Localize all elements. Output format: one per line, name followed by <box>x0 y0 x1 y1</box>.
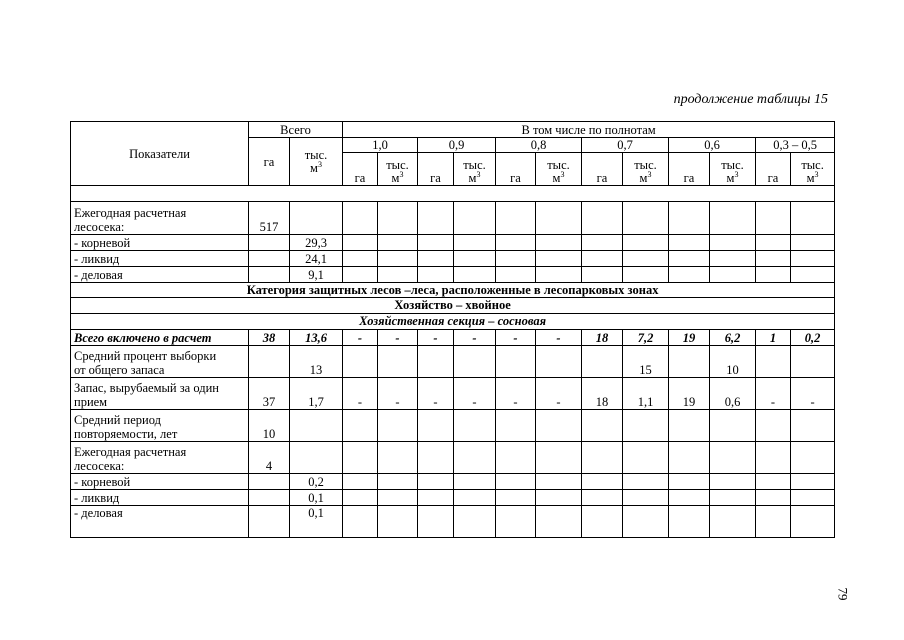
header-unit-thous-m3: тыс. $м^3$ <box>791 153 835 186</box>
row-cell <box>454 506 496 538</box>
row-total-thous-m3 <box>290 202 343 235</box>
row-cell <box>791 202 835 235</box>
row-total-thous-m3: 29,3 <box>290 235 343 251</box>
header-density: 0,6 <box>669 138 756 153</box>
row-cell <box>756 251 791 267</box>
row-cell <box>582 251 623 267</box>
row-cell <box>378 202 418 235</box>
table-caption: продолжение таблицы 15 <box>673 92 828 107</box>
row-total-ha: 10 <box>249 410 290 442</box>
section-farm-block <box>71 298 835 330</box>
row-total-thous-m3: 0,2 <box>290 474 343 490</box>
page-number: 79 <box>835 587 851 601</box>
total-cell: 18 <box>582 330 623 346</box>
row-cell <box>418 267 454 283</box>
row-cell <box>756 202 791 235</box>
row-total-ha <box>249 474 290 490</box>
row-cell <box>623 474 669 490</box>
row-cell <box>791 442 835 474</box>
row-total-thous-m3: 24,1 <box>290 251 343 267</box>
row-cell <box>669 346 710 378</box>
row-cell <box>343 202 378 235</box>
row-cell <box>454 202 496 235</box>
row-cell <box>669 490 710 506</box>
row-cell <box>791 235 835 251</box>
row-cell: - <box>343 378 378 410</box>
total-cell: - <box>496 330 536 346</box>
row-cell <box>418 410 454 442</box>
row-cell <box>710 490 756 506</box>
row-total-ha <box>249 267 290 283</box>
row-cell <box>623 235 669 251</box>
row-cell <box>343 442 378 474</box>
header-unit-ha: га <box>496 153 536 186</box>
row-cell <box>536 490 582 506</box>
row-cell <box>378 410 418 442</box>
header-density: 1,0 <box>343 138 418 153</box>
section-category: Категория защитных лесов –леса, расположенные в лесопарковых зонах <box>71 283 835 298</box>
table-row <box>71 474 835 490</box>
row-cell <box>669 267 710 283</box>
row-cell <box>496 267 536 283</box>
row-total-thous-m3: 13 <box>290 346 343 378</box>
row-cell <box>623 410 669 442</box>
section-sub: Хозяйственная секция – сосновая <box>71 313 834 329</box>
row-total-ha <box>249 490 290 506</box>
row-label: Ежегодная расчетная лесосека: <box>71 442 249 474</box>
row-cell <box>378 235 418 251</box>
header-unit-thous-m3: тыс. $м^3$ <box>454 153 496 186</box>
row-cell <box>496 506 536 538</box>
header-unit-ha: га <box>669 153 710 186</box>
row-cell <box>791 267 835 283</box>
row-cell <box>756 442 791 474</box>
row-total-ha <box>249 235 290 251</box>
total-cell: - <box>378 330 418 346</box>
row-label: - деловая <box>71 506 249 538</box>
row-cell <box>536 202 582 235</box>
row-label: - ликвид <box>71 490 249 506</box>
row-cell <box>756 506 791 538</box>
header-unit-ha: га <box>343 153 378 186</box>
table-row <box>71 490 835 506</box>
row-total-thous-m3: 9,1 <box>290 267 343 283</box>
row-cell <box>710 235 756 251</box>
row-label: - корневой <box>71 235 249 251</box>
table-row <box>71 506 835 538</box>
row-cell <box>496 490 536 506</box>
row-cell <box>756 410 791 442</box>
total-ha: 38 <box>249 330 290 346</box>
row-cell <box>418 251 454 267</box>
row-cell <box>378 490 418 506</box>
total-cell: 19 <box>669 330 710 346</box>
row-cell <box>756 267 791 283</box>
row-cell <box>791 474 835 490</box>
row-label: Средний процент выборки от общего запаса <box>71 346 249 378</box>
row-total-thous-m3 <box>290 442 343 474</box>
row-cell <box>791 410 835 442</box>
row-cell <box>378 267 418 283</box>
row-cell <box>623 442 669 474</box>
row-label: Запас, вырубаемый за один прием <box>71 378 249 410</box>
total-cell: 6,2 <box>710 330 756 346</box>
row-label: Ежегодная расчетная лесосека: <box>71 202 249 235</box>
row-total-ha: 517 <box>249 202 290 235</box>
row-cell <box>582 474 623 490</box>
total-cell: 0,2 <box>791 330 835 346</box>
row-cell <box>791 346 835 378</box>
header-density: 0,7 <box>582 138 669 153</box>
row-cell <box>582 346 623 378</box>
table-row <box>71 410 835 442</box>
header-density: 0,8 <box>496 138 582 153</box>
row-cell: - <box>418 378 454 410</box>
row-cell <box>536 410 582 442</box>
row-cell <box>669 410 710 442</box>
row-cell <box>496 442 536 474</box>
spacer-row <box>71 186 835 202</box>
row-cell <box>710 442 756 474</box>
row-cell: 18 <box>582 378 623 410</box>
header-indicators: Показатели <box>71 122 249 186</box>
row-cell <box>536 474 582 490</box>
row-total-thous-m3 <box>290 410 343 442</box>
row-cell <box>496 251 536 267</box>
row-cell <box>378 346 418 378</box>
row-cell <box>418 506 454 538</box>
row-cell <box>756 490 791 506</box>
row-cell <box>454 474 496 490</box>
row-cell <box>454 251 496 267</box>
row-cell <box>536 251 582 267</box>
row-cell <box>496 346 536 378</box>
row-cell <box>669 474 710 490</box>
row-cell <box>669 506 710 538</box>
row-cell <box>418 346 454 378</box>
row-cell <box>378 251 418 267</box>
table-row <box>71 202 835 235</box>
row-cell <box>418 442 454 474</box>
row-cell: - <box>756 378 791 410</box>
row-cell <box>536 506 582 538</box>
row-cell <box>418 235 454 251</box>
row-cell: 19 <box>669 378 710 410</box>
row-cell <box>756 474 791 490</box>
row-cell <box>623 267 669 283</box>
row-cell: - <box>454 378 496 410</box>
header-unit-ha: га <box>582 153 623 186</box>
row-cell: 10 <box>710 346 756 378</box>
total-cell: - <box>343 330 378 346</box>
row-cell <box>496 235 536 251</box>
row-label: - ликвид <box>71 251 249 267</box>
row-cell <box>756 346 791 378</box>
row-cell: 0,6 <box>710 378 756 410</box>
row-label: - корневой <box>71 474 249 490</box>
row-cell <box>343 235 378 251</box>
row-cell <box>343 490 378 506</box>
row-total-ha <box>249 251 290 267</box>
row-cell <box>582 490 623 506</box>
row-cell <box>454 267 496 283</box>
row-cell <box>582 235 623 251</box>
row-cell: - <box>378 378 418 410</box>
row-cell <box>378 442 418 474</box>
row-cell <box>343 251 378 267</box>
row-cell <box>623 251 669 267</box>
table-row <box>71 251 835 267</box>
row-cell <box>536 267 582 283</box>
row-cell <box>710 474 756 490</box>
row-cell <box>669 251 710 267</box>
data-table <box>70 121 835 538</box>
row-cell <box>343 506 378 538</box>
row-cell: - <box>791 378 835 410</box>
row-cell <box>343 346 378 378</box>
row-cell <box>710 251 756 267</box>
header-density: 0,9 <box>418 138 496 153</box>
row-cell <box>623 490 669 506</box>
row-total-thous-m3: 0,1 <box>290 490 343 506</box>
row-total-ha: 4 <box>249 442 290 474</box>
row-cell <box>454 490 496 506</box>
total-thous-m3: 13,6 <box>290 330 343 346</box>
row-cell: - <box>536 378 582 410</box>
header-density: 0,3 – 0,5 <box>756 138 835 153</box>
row-label: - деловая <box>71 267 249 283</box>
table-row <box>71 442 835 474</box>
table-row <box>71 378 835 410</box>
row-cell <box>791 490 835 506</box>
row-cell <box>623 506 669 538</box>
row-cell <box>536 442 582 474</box>
row-cell <box>710 410 756 442</box>
header-total-thous-m3: тыс. $м^3$ <box>290 138 343 186</box>
table-row <box>71 235 835 251</box>
row-total-ha <box>249 346 290 378</box>
row-cell <box>710 202 756 235</box>
total-label: Всего включено в расчет <box>71 330 249 346</box>
row-cell <box>454 346 496 378</box>
table-row <box>71 346 835 378</box>
row-cell: 15 <box>623 346 669 378</box>
row-cell <box>496 202 536 235</box>
row-total-ha <box>249 506 290 538</box>
row-cell: - <box>496 378 536 410</box>
total-cell: - <box>536 330 582 346</box>
header-unit-ha: га <box>756 153 791 186</box>
row-cell <box>454 442 496 474</box>
section-farm: Хозяйство – хвойное <box>394 298 511 312</box>
header-unit-thous-m3: тыс. $м^3$ <box>623 153 669 186</box>
row-cell <box>710 506 756 538</box>
header-including: В том числе по полнотам <box>343 122 835 138</box>
row-cell <box>378 474 418 490</box>
total-cell: - <box>454 330 496 346</box>
header-total-ha: га <box>249 138 290 186</box>
row-cell <box>582 506 623 538</box>
row-cell <box>378 506 418 538</box>
row-cell <box>454 235 496 251</box>
row-cell <box>710 267 756 283</box>
table-row <box>71 267 835 283</box>
total-row <box>71 330 835 346</box>
row-cell <box>418 490 454 506</box>
header-total: Всего <box>249 122 343 138</box>
row-cell <box>582 202 623 235</box>
row-cell <box>343 410 378 442</box>
row-cell <box>496 474 536 490</box>
row-cell <box>623 202 669 235</box>
row-cell <box>756 235 791 251</box>
row-total-ha: 37 <box>249 378 290 410</box>
row-cell <box>343 474 378 490</box>
row-cell <box>418 202 454 235</box>
row-cell <box>454 410 496 442</box>
row-cell <box>582 267 623 283</box>
row-total-thous-m3: 1,7 <box>290 378 343 410</box>
row-cell <box>536 235 582 251</box>
row-cell <box>791 506 835 538</box>
header-unit-thous-m3: тыс. $м^3$ <box>710 153 756 186</box>
row-cell <box>343 267 378 283</box>
row-cell <box>669 202 710 235</box>
header-unit-thous-m3: тыс. $м^3$ <box>536 153 582 186</box>
row-cell <box>496 410 536 442</box>
row-cell <box>418 474 454 490</box>
row-cell <box>582 410 623 442</box>
row-label: Средний период повторяемости, лет <box>71 410 249 442</box>
row-cell <box>791 251 835 267</box>
total-cell: - <box>418 330 454 346</box>
total-cell: 7,2 <box>623 330 669 346</box>
row-total-thous-m3: 0,1 <box>290 506 343 538</box>
row-cell: 1,1 <box>623 378 669 410</box>
total-cell: 1 <box>756 330 791 346</box>
row-cell <box>669 442 710 474</box>
header-unit-ha: га <box>418 153 454 186</box>
row-cell <box>536 346 582 378</box>
row-cell <box>582 442 623 474</box>
row-cell <box>669 235 710 251</box>
header-unit-thous-m3: тыс. $м^3$ <box>378 153 418 186</box>
